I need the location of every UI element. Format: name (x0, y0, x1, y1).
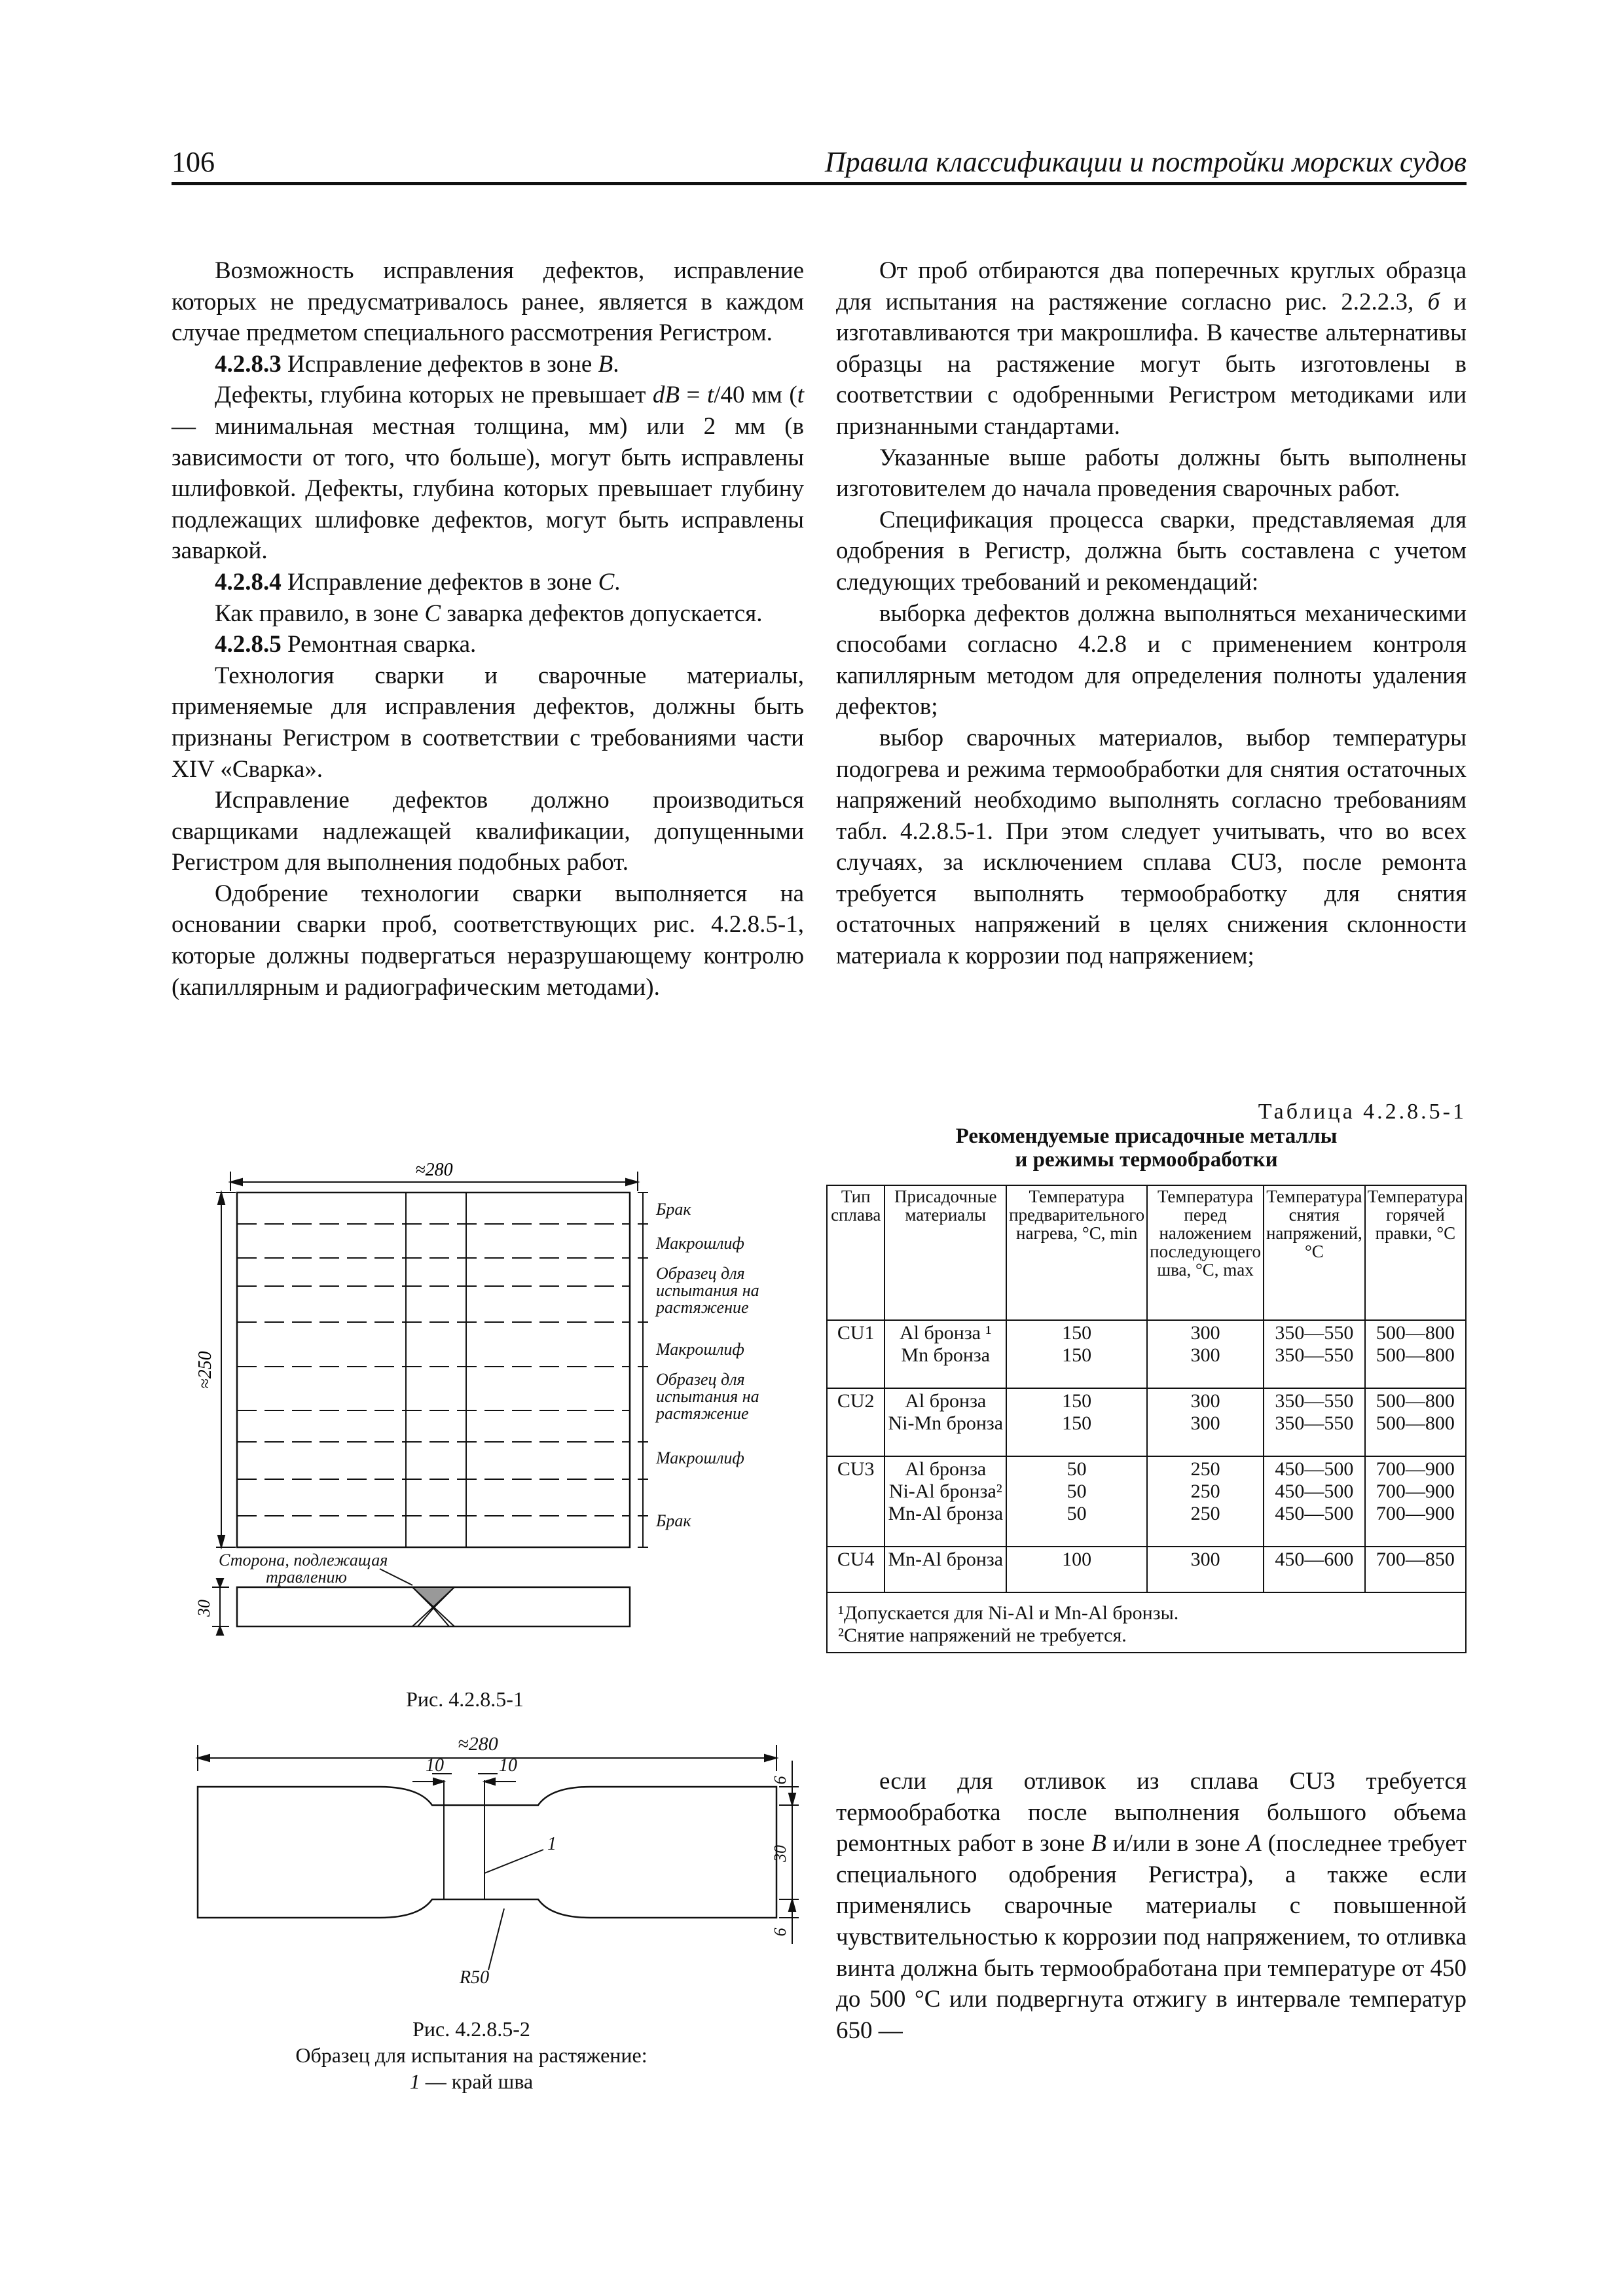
section-heading-4-2-8-4: 4.2.8.4 Исправление дефектов в зоне C. (215, 568, 621, 596)
cell-line: 350—550 (1275, 1390, 1354, 1412)
section-heading-4-2-8-5: 4.2.8.5 Ремонтная сварка. (215, 631, 477, 658)
figure1-caption: Рис. 4.2.8.5-1 (406, 1687, 524, 1711)
cell-line: 500—800 (1376, 1344, 1455, 1366)
zone-label-tensile-l2: испытания на (656, 1387, 759, 1406)
figure2-caption-line3: 1 — край шва (409, 2070, 534, 2093)
cell-line: Al бронза (905, 1458, 987, 1480)
table-row (827, 1388, 1466, 1456)
zone-label-scrap: Брак (656, 1511, 691, 1530)
alloy-type-cell: CU4 (827, 1547, 884, 1592)
dim-width-label: ≈280 (415, 1160, 453, 1180)
zone-label-tensile-l3: растяжение (656, 1404, 749, 1423)
dim-height-label: ≈250 (195, 1351, 215, 1389)
cell-line: 350—550 (1275, 1322, 1354, 1344)
column-header: Температура снятия напряжений, °C (1264, 1185, 1365, 1320)
table-cell (884, 1456, 1006, 1547)
zone-label-tensile-l3: растяжение (656, 1298, 749, 1317)
cell-line: 500—800 (1376, 1412, 1455, 1434)
column-header: Тип сплава (827, 1185, 884, 1320)
zone-label-tensile-l1: Образец для (656, 1264, 745, 1283)
paragraph: выборка дефектов должна выполняться механическими способами согласно 4.2.8 и с применением контроля капиллярным методом для определения полноты удаления дефектов; (836, 600, 1467, 721)
cell-line: 50 (1067, 1480, 1087, 1502)
paragraph: Технология сварки и сварочные материалы, применяемые для исправления дефектов, должны быть признаны Регистром в соответствии с требованиями части XIV «Сварка». (172, 662, 804, 783)
table-number: Таблица 4.2.8.5-1 (1258, 1100, 1467, 1124)
cell-line: 500—800 (1376, 1322, 1455, 1344)
cell-line: Mn-Al бронза (888, 1503, 1004, 1524)
cell-line: 350—550 (1275, 1412, 1354, 1434)
column-header: Температура горячей правки, °C (1365, 1185, 1466, 1320)
cell-line: 300 (1190, 1390, 1220, 1412)
table-cell (1365, 1456, 1466, 1547)
zone-label-tensile-l2: испытания на (656, 1281, 759, 1300)
table-cell (1264, 1320, 1365, 1388)
paragraph: Одобрение технологии сварки выполняется на основании сварки проб, соответствующих рис. 4.2.8.5-1, которые должны подвергаться неразрушающему контролю (капиллярным и радиографическим методами). (172, 880, 804, 1001)
cell-line: Al бронза ¹ (900, 1322, 992, 1344)
cell-line: 300 (1190, 1322, 1220, 1344)
dim-thickness-label: 30 (194, 1600, 213, 1617)
zone-label-macro: Макрошлиф (656, 1448, 744, 1467)
table-row (827, 1547, 1466, 1592)
paragraph: Указанные выше работы должны быть выполнены изготовителем до начала проведения сварочных работ. (836, 444, 1467, 503)
table-cell (1006, 1547, 1147, 1592)
cell-line: 150 (1062, 1390, 1092, 1412)
table-cell (1365, 1547, 1466, 1592)
right-column (836, 255, 1467, 972)
cell-line: 450—500 (1275, 1480, 1354, 1502)
table-cell (1147, 1320, 1264, 1388)
paragraph: Спецификация процесса сварки, представляемая для одобрения в Регистр, должна быть составлена с учетом следующих требований и рекомендаций: (836, 506, 1467, 596)
footnote-2: ²Снятие напряжений не требуется. (838, 1624, 1127, 1646)
cell-line: 50 (1067, 1458, 1087, 1480)
cell-line: 500—800 (1376, 1390, 1455, 1412)
cell-line: 50 (1067, 1503, 1087, 1524)
alloy-type-cell: CU2 (827, 1388, 884, 1456)
cell-line: 250 (1190, 1480, 1220, 1502)
column-header: Температура предварительного нагрева, °C, min (1006, 1185, 1147, 1320)
cell-line: 450—600 (1275, 1549, 1354, 1570)
paragraph: выбор сварочных материалов, выбор температуры подогрева и режима термообработки для снятия остаточных напряжений необходимо выполнять согласно требованиям табл. 4.2.8.5-1. При этом следует учитывать, что во всех случаях, за исключением сплава CU3, после ремонта требуется выполнять термообработку для снятия остаточных напряжений в целях снижения склонности материала к коррозии под напряжением; (836, 724, 1467, 970)
cell-line: 150 (1062, 1412, 1092, 1434)
cell-line: 150 (1062, 1322, 1092, 1344)
table-cell (1006, 1388, 1147, 1456)
section-heading-4-2-8-3: 4.2.8.3 Исправление дефектов в зоне B. (215, 350, 619, 378)
dim-length-label: ≈280 (458, 1733, 498, 1755)
cell-line: Ni-Al бронза² (888, 1480, 1002, 1502)
table-cell (1006, 1456, 1147, 1547)
cell-line: 700—900 (1376, 1480, 1455, 1502)
table-notes-row (827, 1592, 1466, 1653)
table-cell (884, 1320, 1006, 1388)
table-notes (827, 1592, 1466, 1653)
paragraph: Дефекты, глубина которых не превышает dB = t/40 мм (t — минимальная местная толщина, мм) или 2 мм (в зависимости от того, что больше), могут быть исправлены шлифовкой. Дефекты, глубина которых превышает глубину подлежащих шлифовке дефектов, могут быть исправлены заваркой. (172, 382, 804, 565)
figure-tensile-specimen (190, 1721, 818, 1996)
cell-line: 250 (1190, 1503, 1220, 1524)
dim-30-label: 30 (771, 1845, 790, 1862)
table-cell (1147, 1388, 1264, 1456)
running-title: Правила классификации и постройки морских судов (824, 146, 1467, 178)
footnote-1: ¹Допускается для Ni-Al и Mn-Al бронзы. (838, 1602, 1179, 1624)
zone-label-macro: Макрошлиф (656, 1340, 744, 1359)
table-row (827, 1456, 1466, 1547)
radius-label: R50 (460, 1967, 490, 1988)
dim-6-label: 6 (771, 1928, 790, 1937)
cell-line: 450—500 (1275, 1503, 1354, 1524)
filler-metals-table (826, 1185, 1467, 1653)
table-cell (1365, 1388, 1466, 1456)
cell-line: 700—900 (1376, 1503, 1455, 1524)
cell-line: Ni-Mn бронза (888, 1412, 1004, 1434)
dim-6-label: 6 (771, 1776, 790, 1785)
table-row (827, 1320, 1466, 1388)
page-header (172, 145, 1467, 179)
zone-label-macro: Макрошлиф (656, 1234, 744, 1253)
table-cell (1264, 1388, 1365, 1456)
cell-line: 250 (1190, 1458, 1220, 1480)
paragraph: Как правило, в зоне C заварка дефектов допускается. (215, 600, 763, 627)
dim-10-label: 10 (426, 1755, 444, 1776)
dim-10-label: 10 (499, 1755, 517, 1776)
table-cell (1147, 1456, 1264, 1547)
cell-line: Mn бронза (901, 1344, 991, 1366)
cell-line: Al бронза (905, 1390, 987, 1412)
alloy-type-cell: CU1 (827, 1320, 884, 1388)
cell-line: 700—900 (1376, 1458, 1455, 1480)
figure2-caption (268, 2016, 674, 2094)
page-number: 106 (172, 146, 215, 178)
etch-side-label: Сторона, подлежащая (219, 1551, 388, 1570)
table-cell (884, 1547, 1006, 1592)
alloy-type-cell: CU3 (827, 1456, 884, 1547)
table-caption (826, 1100, 1467, 1172)
figure2-caption-line2: Образец для испытания на растяжение: (295, 2043, 647, 2067)
cell-line: 300 (1190, 1412, 1220, 1434)
paragraph: если для отливок из сплава CU3 требуется термообработка после выполнения большого объема ремонтных работ в зоне B и/или в зоне A (последнее требует специального одобрения Регистра), а также если применялись сварочные материалы с повышенной чувствительностью к коррозии под напряжением, то отливка винта должна быть термообработана при температуре от 450 до 500 °C или подвергнута отжигу в интервале температур 650 — (836, 1768, 1467, 2044)
figure2-caption-line1: Рис. 4.2.8.5-2 (412, 2017, 530, 2041)
etch-side-label: травлению (266, 1568, 347, 1587)
weld-edge-label: 1 (547, 1834, 556, 1854)
table-cell (1264, 1456, 1365, 1547)
cell-line: 350—550 (1275, 1344, 1354, 1366)
cell-line: 450—500 (1275, 1458, 1354, 1480)
table-cell (1147, 1547, 1264, 1592)
table-title-line1: Рекомендуемые присадочные металлы (955, 1124, 1338, 1148)
zone-label-scrap: Брак (656, 1200, 691, 1219)
cell-line: 100 (1062, 1549, 1092, 1570)
figure-weld-test-plate (190, 1152, 805, 1636)
table-cell (1006, 1320, 1147, 1388)
column-header: Присадочные материалы (884, 1185, 1006, 1320)
table-cell (1264, 1547, 1365, 1592)
cell-line: Mn-Al бронза (888, 1549, 1004, 1570)
table-header-row (827, 1185, 1466, 1320)
cell-line: 700—850 (1376, 1549, 1455, 1570)
paragraph: Исправление дефектов должно производиться сварщиками надлежащей квалификации, допущенными Регистром для выполнения подобных работ. (172, 787, 804, 876)
cell-line: 300 (1190, 1344, 1220, 1366)
header-rule (172, 182, 1467, 185)
cell-line: 300 (1190, 1549, 1220, 1570)
table-cell (1365, 1320, 1466, 1388)
zone-label-tensile-l1: Образец для (656, 1370, 745, 1389)
right-column-continued (836, 1766, 1467, 2046)
paragraph: От проб отбираются два поперечных круглых образца для испытания на растяжение согласно рис. 2.2.2.3, б и изготавливаются три макрошлифа. В качестве альтернативы образцы на растяжение могут быть изготовлены в соответствии с одобренными Регистром методиками или признанными стандартами. (836, 257, 1467, 440)
paragraph: Возможность исправления дефектов, исправление которых не предусматривалось ранее, является в каждом случае предметом специального рассмотрения Регистром. (172, 257, 804, 347)
left-column (172, 255, 804, 1003)
column-header: Температура перед наложением последующего шва, °C, max (1147, 1185, 1264, 1320)
table-title-line2: и режимы термообработки (1015, 1148, 1278, 1172)
table-cell (884, 1388, 1006, 1456)
cell-line: 150 (1062, 1344, 1092, 1366)
